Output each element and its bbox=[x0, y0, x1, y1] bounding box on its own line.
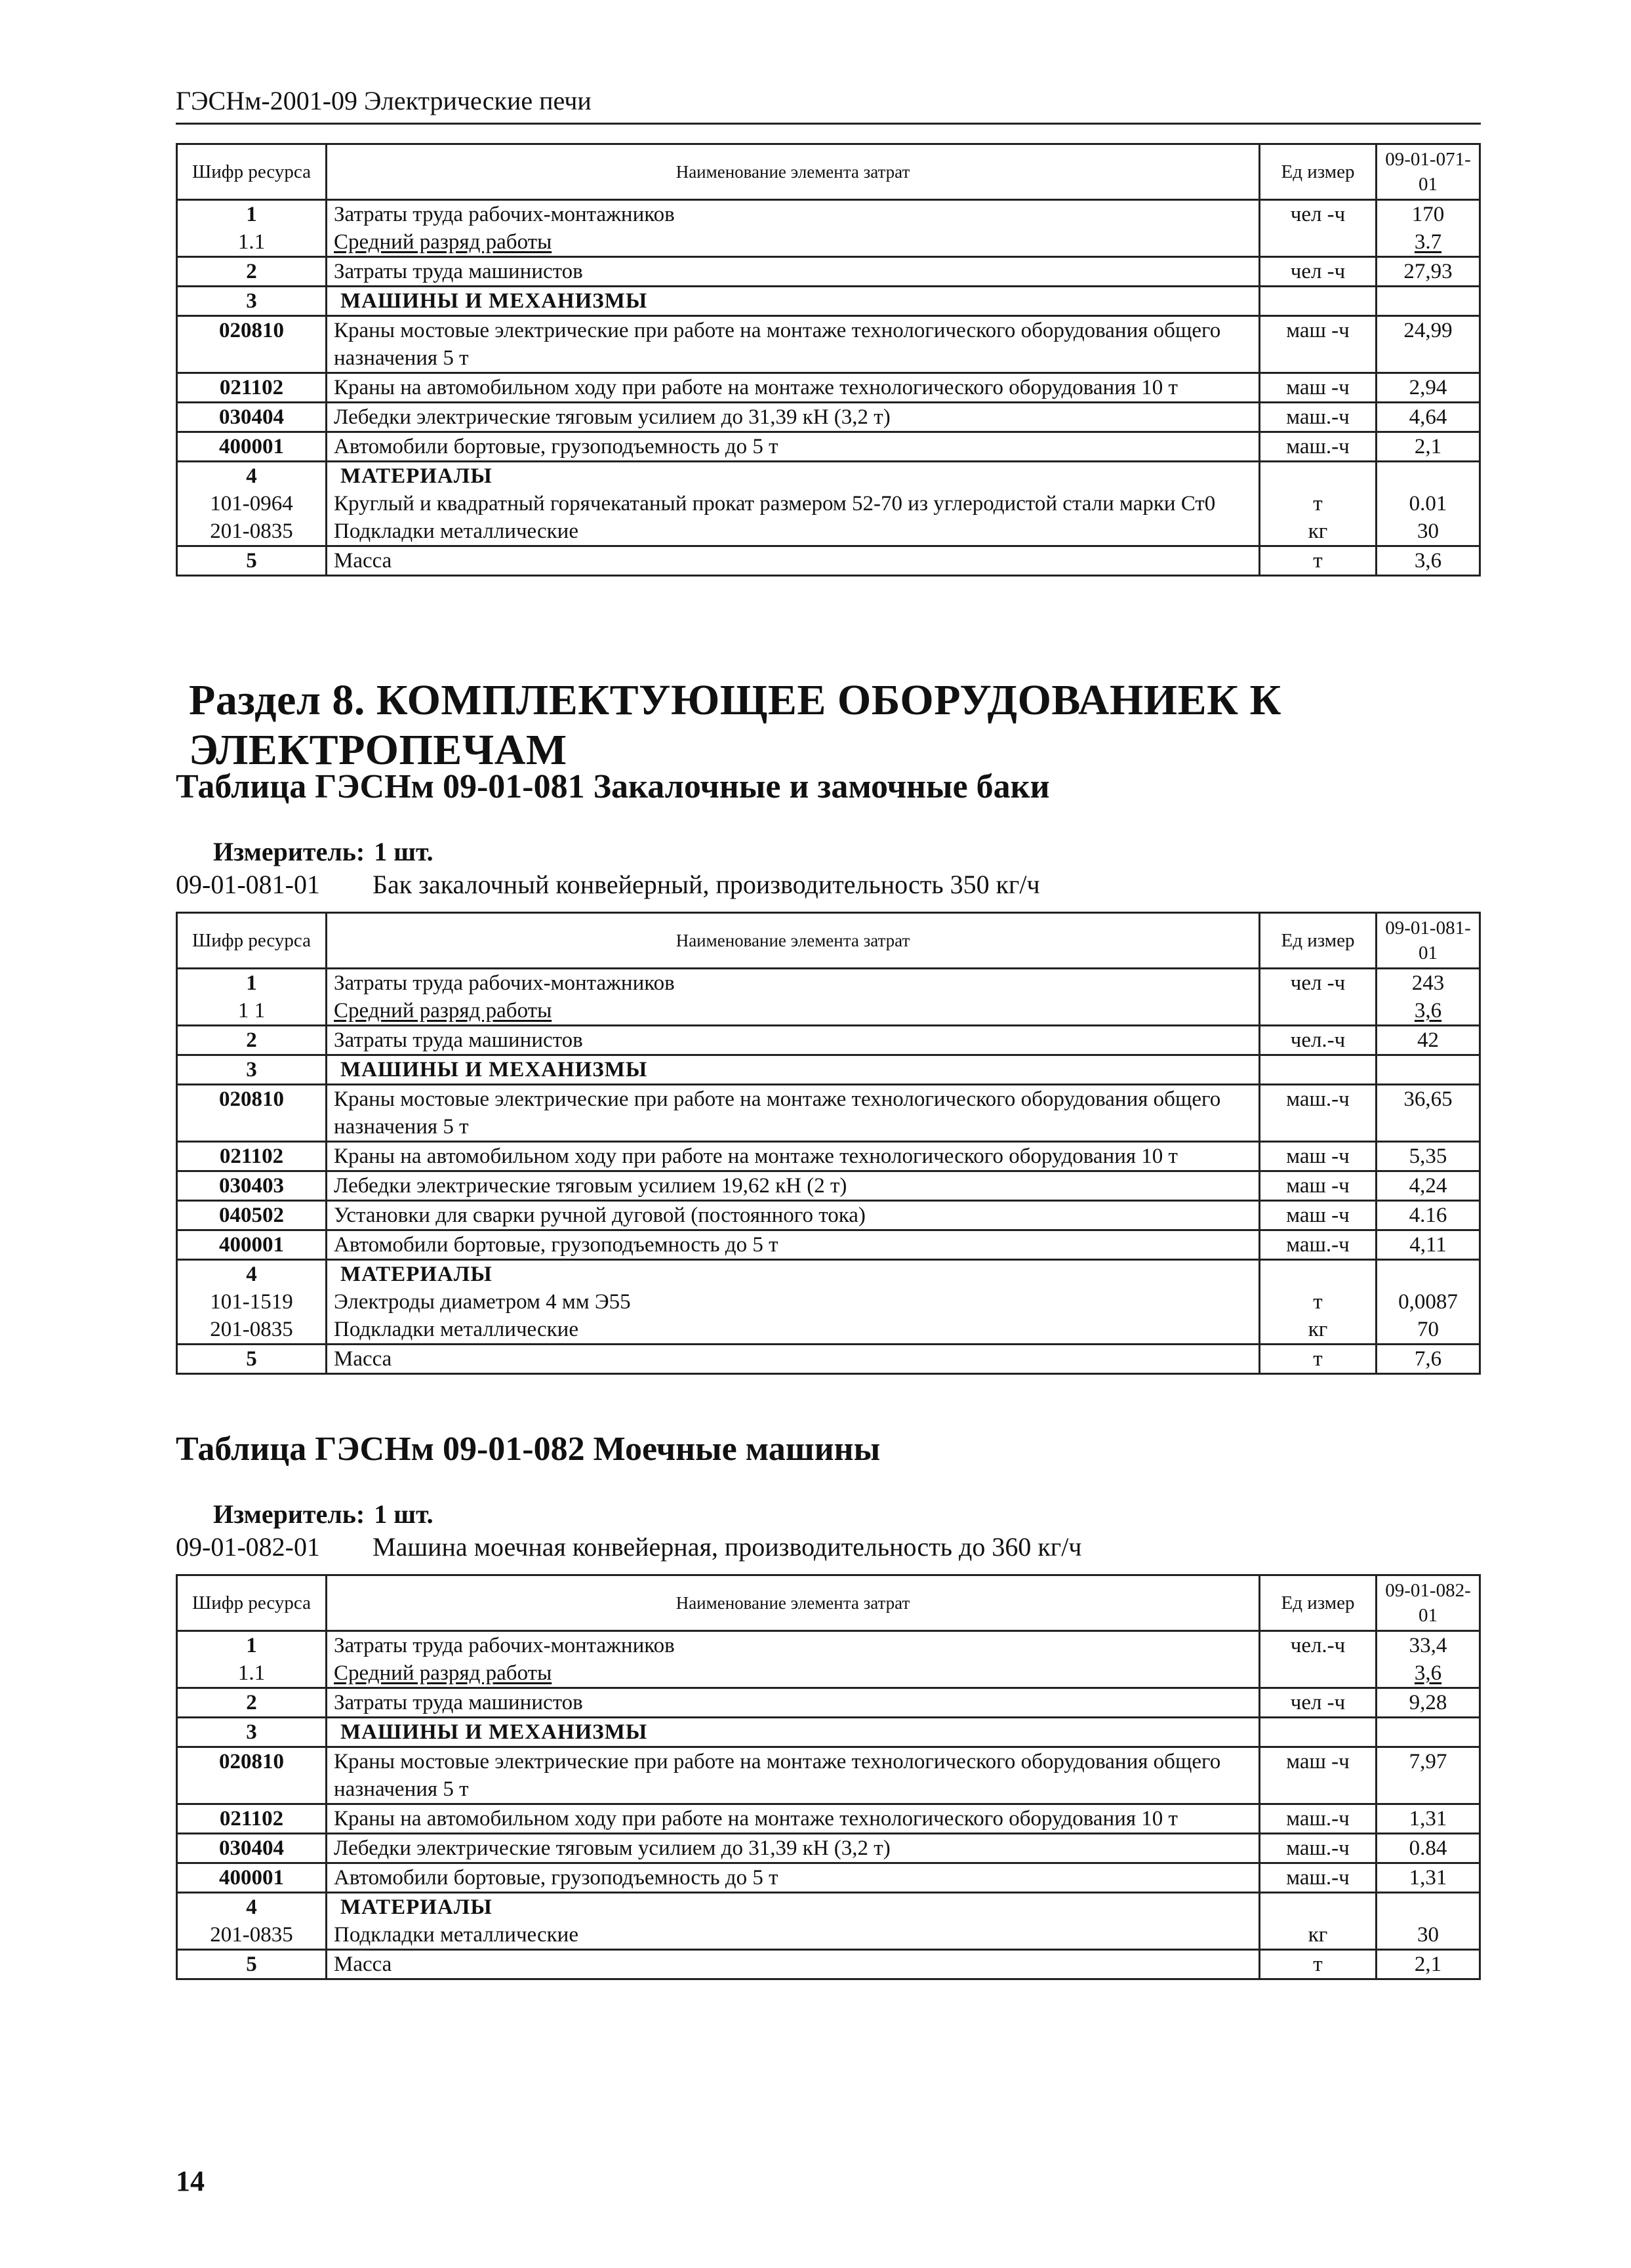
cell-unit: маш.-ч bbox=[1260, 432, 1377, 462]
measure-value: 1 шт. bbox=[374, 837, 433, 866]
cell-code: 5 bbox=[177, 546, 327, 576]
cell-value: 2,1 bbox=[1377, 1950, 1480, 1979]
cell-unit: чел.-ч bbox=[1260, 1026, 1377, 1055]
cell-value: 4,24 bbox=[1377, 1171, 1480, 1201]
cell-name: Краны мостовые электрические при работе на монтаже технологического оборудования общего назначения 5 т bbox=[327, 1747, 1260, 1804]
table-row bbox=[177, 373, 1480, 403]
cell-unit: маш -ч bbox=[1260, 1142, 1377, 1171]
cell-unit: маш.-ч bbox=[1260, 1230, 1377, 1260]
page-header: ГЭСНм-2001-09 Электрические печи bbox=[176, 85, 1481, 125]
table-header-row bbox=[177, 1575, 1480, 1631]
cell-name: Краны мостовые электрические при работе на монтаже технологического оборудования общего назначения 5 т bbox=[327, 1085, 1260, 1142]
column-header-norm-code: 09-01-071-01 bbox=[1377, 144, 1480, 200]
cell-name: Электроды диаметром 4 мм Э55 bbox=[327, 1288, 1260, 1316]
cell-value: 170 bbox=[1377, 200, 1480, 229]
cell-code: 2 bbox=[177, 257, 327, 287]
cell-value: 36,65 bbox=[1377, 1085, 1480, 1142]
cell-name: МАТЕРИАЛЫ bbox=[327, 1893, 1260, 1922]
cell-code: 1 1 bbox=[177, 997, 327, 1026]
table-row bbox=[177, 1659, 1480, 1688]
cell-value: 2,1 bbox=[1377, 432, 1480, 462]
cell-code: 021102 bbox=[177, 373, 327, 403]
cell-value: 0.84 bbox=[1377, 1834, 1480, 1863]
resource-table-09-01-082 bbox=[176, 1574, 1481, 1980]
cell-value: 0,0087 bbox=[1377, 1288, 1480, 1316]
table-row bbox=[177, 403, 1480, 432]
cell-name: Затраты труда рабочих-монтажников bbox=[327, 969, 1260, 998]
column-header-norm-code: 09-01-081-01 bbox=[1377, 913, 1480, 969]
cell-unit: маш -ч bbox=[1260, 373, 1377, 403]
cell-code: 201-0835 bbox=[177, 1921, 327, 1950]
cell-code: 040502 bbox=[177, 1201, 327, 1230]
table-title-09-01-081: Таблица ГЭСНм 09-01-081 Закалочные и замочные баки bbox=[176, 768, 1050, 805]
cell-code: 2 bbox=[177, 1688, 327, 1718]
table-row bbox=[177, 200, 1480, 229]
cell-code: 400001 bbox=[177, 432, 327, 462]
table-row bbox=[177, 1171, 1480, 1201]
page-number: 14 bbox=[176, 2165, 205, 2197]
table-row bbox=[177, 1688, 1480, 1718]
cell-name: Масса bbox=[327, 1950, 1260, 1979]
table-row bbox=[177, 1316, 1480, 1345]
cell-unit: т bbox=[1260, 1288, 1377, 1316]
cell-code: 400001 bbox=[177, 1230, 327, 1260]
cell-unit bbox=[1260, 1055, 1377, 1085]
item-name: Бак закалочный конвейерный, производительность 350 кг/ч bbox=[373, 870, 1040, 899]
cell-value: 3,6 bbox=[1377, 546, 1480, 576]
cell-name: Краны на автомобильном ходу при работе на монтаже технологического оборудования 10 т bbox=[327, 373, 1260, 403]
measure-label: Измеритель: bbox=[213, 837, 365, 866]
cell-name: Масса bbox=[327, 546, 1260, 576]
cell-value: 30 bbox=[1377, 517, 1480, 546]
cell-code: 101-0964 bbox=[177, 490, 327, 517]
cell-value: 4,11 bbox=[1377, 1230, 1480, 1260]
cell-unit bbox=[1260, 228, 1377, 257]
cell-unit bbox=[1260, 1260, 1377, 1289]
cell-code: 030403 bbox=[177, 1171, 327, 1201]
column-header-code: Шифр ресурса bbox=[177, 144, 327, 200]
cell-code: 4 bbox=[177, 462, 327, 491]
table-row bbox=[177, 1055, 1480, 1085]
cell-value: 7,6 bbox=[1377, 1345, 1480, 1374]
column-header-code: Шифр ресурса bbox=[177, 913, 327, 969]
table-body bbox=[177, 200, 1480, 576]
item-code: 09-01-082-01 bbox=[176, 1532, 320, 1562]
column-header-name: Наименование элемента затрат bbox=[327, 1575, 1260, 1631]
table-row bbox=[177, 969, 1480, 998]
cell-name: Затраты труда машинистов bbox=[327, 1688, 1260, 1718]
table-header-row bbox=[177, 913, 1480, 969]
column-header-norm-code: 09-01-082-01 bbox=[1377, 1575, 1480, 1631]
cell-value: 2,94 bbox=[1377, 373, 1480, 403]
cell-name: Затраты труда машинистов bbox=[327, 257, 1260, 287]
cell-value bbox=[1377, 287, 1480, 316]
cell-value: 3.7 bbox=[1377, 228, 1480, 257]
cell-name: Средний разряд работы bbox=[327, 997, 1260, 1026]
cell-unit: т bbox=[1260, 1345, 1377, 1374]
cell-unit: т bbox=[1260, 490, 1377, 517]
cell-code: 021102 bbox=[177, 1804, 327, 1834]
column-header-unit: Ед измер bbox=[1260, 1575, 1377, 1631]
cell-code: 1 bbox=[177, 1631, 327, 1660]
cell-unit: маш -ч bbox=[1260, 1201, 1377, 1230]
table-row bbox=[177, 1142, 1480, 1171]
cell-value: 30 bbox=[1377, 1921, 1480, 1950]
table-row bbox=[177, 1631, 1480, 1660]
cell-name: Краны на автомобильном ходу при работе на монтаже технологического оборудования 10 т bbox=[327, 1804, 1260, 1834]
cell-code: 030404 bbox=[177, 403, 327, 432]
table-row bbox=[177, 1921, 1480, 1950]
cell-name: Затраты труда рабочих-монтажников bbox=[327, 200, 1260, 229]
resource-table-09-01-071 bbox=[176, 143, 1481, 577]
cell-unit bbox=[1260, 997, 1377, 1026]
table-header-row bbox=[177, 144, 1480, 200]
table-row bbox=[177, 517, 1480, 546]
cell-name: Автомобили бортовые, грузоподъемность до 5 т bbox=[327, 1230, 1260, 1260]
resource-table-09-01-081 bbox=[176, 912, 1481, 1375]
cell-name: Лебедки электрические тяговым усилием до 31,39 кН (3,2 т) bbox=[327, 1834, 1260, 1863]
cell-value: 4.16 bbox=[1377, 1201, 1480, 1230]
cell-value bbox=[1377, 1260, 1480, 1289]
cell-code: 030404 bbox=[177, 1834, 327, 1863]
table-row bbox=[177, 432, 1480, 462]
item-line bbox=[176, 1531, 1081, 1562]
cell-value: 3,6 bbox=[1377, 1659, 1480, 1688]
cell-name: Лебедки электрические тяговым усилием 19,62 кН (2 т) bbox=[327, 1171, 1260, 1201]
cell-value: 1,31 bbox=[1377, 1863, 1480, 1893]
cell-unit: чел -ч bbox=[1260, 257, 1377, 287]
cell-code: 5 bbox=[177, 1345, 327, 1374]
cell-code: 101-1519 bbox=[177, 1288, 327, 1316]
cell-unit: чел.-ч bbox=[1260, 1631, 1377, 1660]
cell-code: 2 bbox=[177, 1026, 327, 1055]
cell-code: 4 bbox=[177, 1260, 327, 1289]
item-code: 09-01-081-01 bbox=[176, 870, 320, 899]
cell-code: 1.1 bbox=[177, 228, 327, 257]
table-row bbox=[177, 1085, 1480, 1142]
cell-unit: кг bbox=[1260, 517, 1377, 546]
table-row bbox=[177, 1747, 1480, 1804]
cell-name: МАШИНЫ И МЕХАНИЗМЫ bbox=[327, 1718, 1260, 1747]
column-header-name: Наименование элемента затрат bbox=[327, 144, 1260, 200]
cell-value: 4,64 bbox=[1377, 403, 1480, 432]
table-row bbox=[177, 257, 1480, 287]
cell-value: 0.01 bbox=[1377, 490, 1480, 517]
table-row bbox=[177, 997, 1480, 1026]
table-row bbox=[177, 1288, 1480, 1316]
cell-name: Автомобили бортовые, грузоподъемность до 5 т bbox=[327, 1863, 1260, 1893]
table-row bbox=[177, 316, 1480, 373]
cell-unit: кг bbox=[1260, 1921, 1377, 1950]
cell-code: 3 bbox=[177, 287, 327, 316]
cell-name: Краны на автомобильном ходу при работе на монтаже технологического оборудования 10 т bbox=[327, 1142, 1260, 1171]
cell-code: 4 bbox=[177, 1893, 327, 1922]
cell-name: Краны мостовые электрические при работе на монтаже технологического оборудования общего назначения 5 т bbox=[327, 316, 1260, 373]
cell-name: Подкладки металлические bbox=[327, 1921, 1260, 1950]
cell-value: 243 bbox=[1377, 969, 1480, 998]
cell-unit bbox=[1260, 287, 1377, 316]
cell-name: МАТЕРИАЛЫ bbox=[327, 1260, 1260, 1289]
item-line bbox=[176, 869, 1040, 900]
cell-code: 5 bbox=[177, 1950, 327, 1979]
section-title: Раздел 8. КОМПЛЕКТУЮЩЕЕ ОБОРУДОВАНИЕК К ЭЛЕКТРОПЕЧАМ bbox=[189, 676, 1281, 774]
column-header-unit: Ед измер bbox=[1260, 144, 1377, 200]
table-row bbox=[177, 1834, 1480, 1863]
cell-unit bbox=[1260, 1718, 1377, 1747]
table-row bbox=[177, 228, 1480, 257]
cell-unit: маш.-ч bbox=[1260, 1085, 1377, 1142]
cell-name: МАТЕРИАЛЫ bbox=[327, 462, 1260, 491]
cell-name: Лебедки электрические тяговым усилием до 31,39 кН (3,2 т) bbox=[327, 403, 1260, 432]
cell-name: Подкладки металлические bbox=[327, 517, 1260, 546]
cell-code: 021102 bbox=[177, 1142, 327, 1171]
table-row bbox=[177, 287, 1480, 316]
cell-unit: чел -ч bbox=[1260, 969, 1377, 998]
cell-name: Затраты труда машинистов bbox=[327, 1026, 1260, 1055]
table-row bbox=[177, 1345, 1480, 1374]
cell-name: МАШИНЫ И МЕХАНИЗМЫ bbox=[327, 1055, 1260, 1085]
cell-unit: чел -ч bbox=[1260, 200, 1377, 229]
cell-unit bbox=[1260, 1659, 1377, 1688]
table-body bbox=[177, 969, 1480, 1374]
table-row bbox=[177, 1201, 1480, 1230]
cell-code: 3 bbox=[177, 1055, 327, 1085]
table-row bbox=[177, 462, 1480, 491]
cell-code: 1.1 bbox=[177, 1659, 327, 1688]
column-header-code: Шифр ресурса bbox=[177, 1575, 327, 1631]
cell-value: 5,35 bbox=[1377, 1142, 1480, 1171]
cell-unit: маш -ч bbox=[1260, 1747, 1377, 1804]
cell-value bbox=[1377, 1718, 1480, 1747]
cell-code: 201-0835 bbox=[177, 1316, 327, 1345]
cell-name: Круглый и квадратный горячекатаный прокат размером 52-70 из углеродистой стали марки Ст0 bbox=[327, 490, 1260, 517]
table-title-09-01-082: Таблица ГЭСНм 09-01-082 Моечные машины bbox=[176, 1430, 881, 1468]
cell-value bbox=[1377, 462, 1480, 491]
cell-value: 7,97 bbox=[1377, 1747, 1480, 1804]
cell-name: Подкладки металлические bbox=[327, 1316, 1260, 1345]
cell-value: 1,31 bbox=[1377, 1804, 1480, 1834]
measure-line bbox=[213, 836, 433, 867]
cell-name: Автомобили бортовые, грузоподъемность до 5 т bbox=[327, 432, 1260, 462]
cell-code: 020810 bbox=[177, 1747, 327, 1804]
table-row bbox=[177, 1718, 1480, 1747]
cell-name: Масса bbox=[327, 1345, 1260, 1374]
table-row bbox=[177, 1893, 1480, 1922]
cell-value: 3,6 bbox=[1377, 997, 1480, 1026]
cell-unit: чел -ч bbox=[1260, 1688, 1377, 1718]
cell-unit: маш.-ч bbox=[1260, 1834, 1377, 1863]
table-row bbox=[177, 1026, 1480, 1055]
table-row bbox=[177, 1863, 1480, 1893]
table-row bbox=[177, 546, 1480, 576]
cell-value: 42 bbox=[1377, 1026, 1480, 1055]
cell-unit: т bbox=[1260, 1950, 1377, 1979]
cell-unit: маш.-ч bbox=[1260, 403, 1377, 432]
table-row bbox=[177, 1804, 1480, 1834]
cell-value: 27,93 bbox=[1377, 257, 1480, 287]
cell-code: 3 bbox=[177, 1718, 327, 1747]
cell-unit bbox=[1260, 462, 1377, 491]
cell-name: Установки для сварки ручной дуговой (постоянного тока) bbox=[327, 1201, 1260, 1230]
cell-value bbox=[1377, 1893, 1480, 1922]
cell-unit: маш -ч bbox=[1260, 316, 1377, 373]
cell-unit bbox=[1260, 1893, 1377, 1922]
cell-name: Затраты труда рабочих-монтажников bbox=[327, 1631, 1260, 1660]
cell-value: 33,4 bbox=[1377, 1631, 1480, 1660]
cell-name: Средний разряд работы bbox=[327, 228, 1260, 257]
column-header-name: Наименование элемента затрат bbox=[327, 913, 1260, 969]
measure-value: 1 шт. bbox=[374, 1499, 433, 1529]
table-row bbox=[177, 1260, 1480, 1289]
cell-value: 9,28 bbox=[1377, 1688, 1480, 1718]
column-header-unit: Ед измер bbox=[1260, 913, 1377, 969]
cell-value bbox=[1377, 1055, 1480, 1085]
table-row bbox=[177, 1950, 1480, 1979]
measure-label: Измеритель: bbox=[213, 1499, 365, 1529]
cell-code: 1 bbox=[177, 969, 327, 998]
cell-unit: маш.-ч bbox=[1260, 1863, 1377, 1893]
cell-code: 020810 bbox=[177, 316, 327, 373]
table-body bbox=[177, 1631, 1480, 1979]
cell-code: 020810 bbox=[177, 1085, 327, 1142]
cell-unit: маш.-ч bbox=[1260, 1804, 1377, 1834]
cell-value: 70 bbox=[1377, 1316, 1480, 1345]
cell-code: 1 bbox=[177, 200, 327, 229]
table-row bbox=[177, 490, 1480, 517]
cell-unit: маш -ч bbox=[1260, 1171, 1377, 1201]
item-name: Машина моечная конвейерная, производительность до 360 кг/ч bbox=[373, 1532, 1082, 1562]
cell-name: Средний разряд работы bbox=[327, 1659, 1260, 1688]
cell-code: 201-0835 bbox=[177, 517, 327, 546]
table-row bbox=[177, 1230, 1480, 1260]
cell-value: 24,99 bbox=[1377, 316, 1480, 373]
cell-code: 400001 bbox=[177, 1863, 327, 1893]
cell-unit: кг bbox=[1260, 1316, 1377, 1345]
cell-name: МАШИНЫ И МЕХАНИЗМЫ bbox=[327, 287, 1260, 316]
cell-unit: т bbox=[1260, 546, 1377, 576]
measure-line bbox=[213, 1499, 433, 1529]
